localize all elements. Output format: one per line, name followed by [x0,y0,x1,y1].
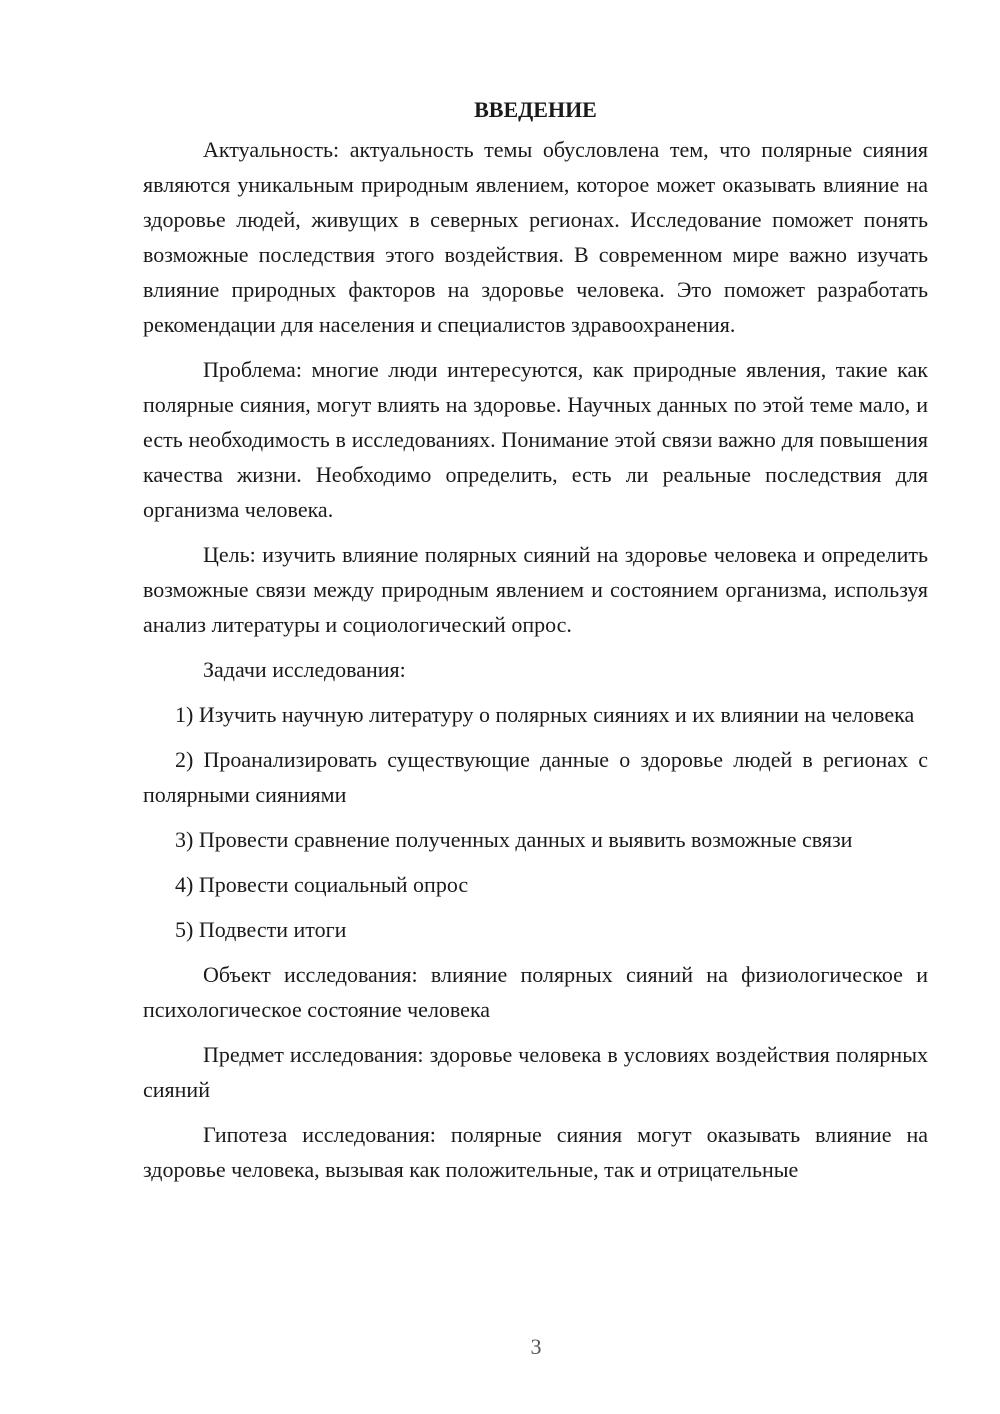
paragraph-goal: Цель: изучить влияние полярных сияний на здоровье человека и определить возможные связи между природным явлением и состоянием организма, используя анализ литературы и социологический опрос. [143,542,928,637]
paragraph-hypothesis: Гипотеза исследования: полярные сияния могут оказывать влияние на здоровье человека, вызывая как положительные, так и отрицательные [143,1122,928,1182]
task-item-1: 1) Изучить научную литературу о полярных сияниях и их влиянии на человека [175,702,915,727]
page-number: 3 [530,1334,542,1359]
paragraph-problem: Проблема: многие люди интересуются, как природные явления, такие как полярные сияния, могут влиять на здоровье. Научных данных по этой теме мало, и есть необходимость в исследованиях. Понимание этой связи важно для повышения качества жизни. Необходимо определить, есть ли реальные последствия для организма человека. [143,357,928,522]
section-title: ВВЕДЕНИЕ [474,97,597,122]
paragraph-relevance: Актуальность: актуальность темы обусловлена тем, что полярные сияния являются уникальным природным явлением, которое может оказывать влияние на здоровье людей, живущих в северных регионах. Исследование поможет понять возможные последствия этого воздействия. В современном мире важно изучать влияние природных факторов на здоровье человека. Это поможет разработать рекомендации для населения и специалистов здравоохранения. [143,137,928,337]
paragraph-object: Объект исследования: влияние полярных сияний на физиологическое и психологическое состояние человека [143,962,928,1022]
task-item-3: 3) Провести сравнение полученных данных и выявить возможные связи [175,827,853,852]
task-item-2: 2) Проанализировать существующие данные о здоровье людей в регионах с полярными сияниями [143,747,928,807]
task-item-4: 4) Провести социальный опрос [175,872,469,897]
paragraph-subject: Предмет исследования: здоровье человека в условиях воздействия полярных сияний [143,1042,928,1102]
page-content [143,92,928,1197]
tasks-heading: Задачи исследования: [203,657,406,682]
task-item-5: 5) Подвести итоги [175,917,347,942]
